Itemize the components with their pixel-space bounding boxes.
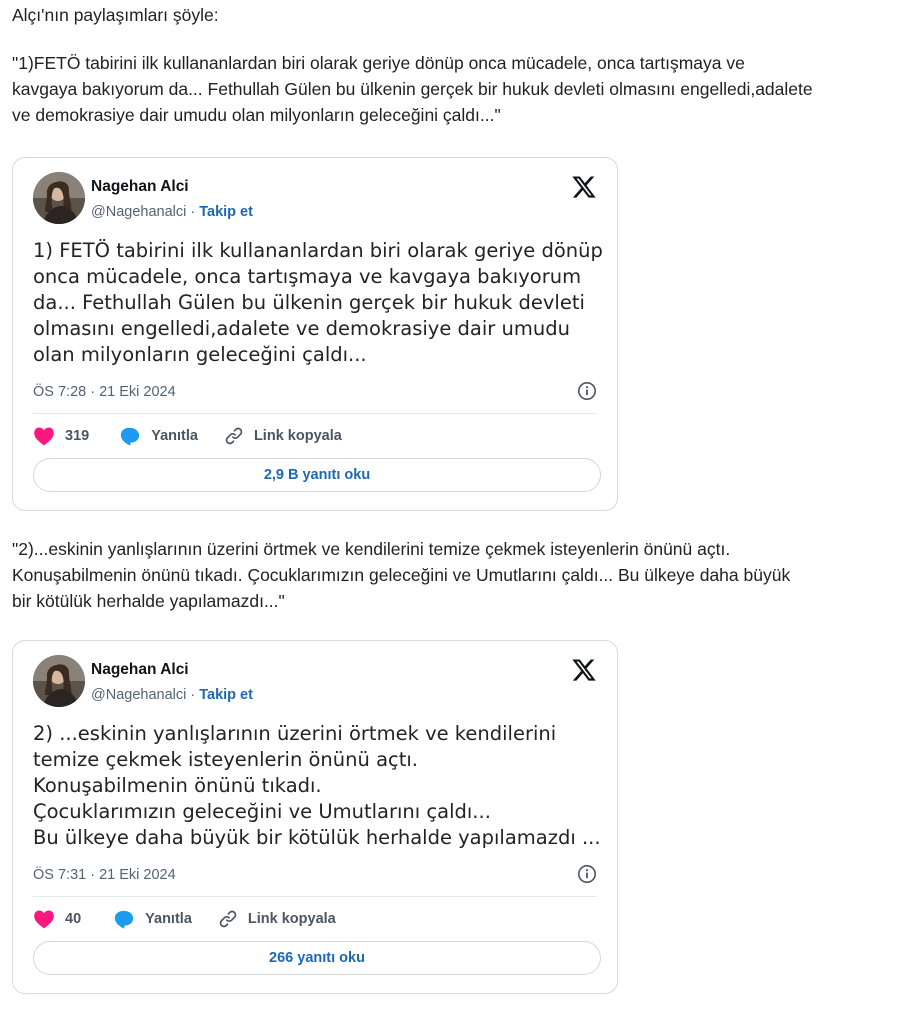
tweet-timestamp[interactable]: ÖS 7:31 · 21 Eki 2024 xyxy=(33,867,176,883)
author-meta xyxy=(91,687,253,703)
link-icon xyxy=(218,909,238,929)
meta-separator: · xyxy=(186,204,200,220)
author-meta xyxy=(91,204,253,220)
tweet-embed-card xyxy=(12,157,618,511)
author-handle[interactable]: @Nagehanalci xyxy=(91,687,187,703)
follow-button[interactable]: Takip et xyxy=(199,687,253,703)
read-replies-button[interactable]: 2,9 B yanıtı oku xyxy=(33,458,601,492)
author-name[interactable]: Nagehan Alci xyxy=(91,178,189,195)
follow-button[interactable]: Takip et xyxy=(199,204,253,220)
copy-link-label: Link kopyala xyxy=(253,428,342,444)
like-count: 319 xyxy=(65,428,90,444)
reply-label: Yanıtla xyxy=(151,428,198,444)
tweet-text: 2) ...eskinin yanlışlarının üzerini örtmek ve kendilerini temize çekmek isteyenlerin önünü açtı. Konuşabilmenin önünü tıkadı. Çocuklarımızın geleceğini ve Umutlarını çaldı... Bu ülkeye daha büyük bir kötülük herhalde yapılamazdı ... xyxy=(33,722,601,849)
speech-bubble-icon xyxy=(113,909,135,930)
tweet-embed-card xyxy=(12,640,618,994)
article-quote-2: "2)...eskinin yanlışlarının üzerini örtmek ve kendilerini temize çekmek isteyenlerin önünü açtı. Konuşabilmenin önünü tıkadı. Çocuklarımızın geleceğini ve Umutlarını çaldı... Bu ülkeye daha büyük bir kötülük herhalde yapılamazdı..." xyxy=(12,539,791,611)
avatar[interactable] xyxy=(33,172,85,224)
read-replies-button[interactable]: 266 yanıtı oku xyxy=(33,941,601,975)
copy-link-button[interactable] xyxy=(224,426,342,446)
like-button[interactable] xyxy=(33,426,89,446)
tweet-header xyxy=(33,655,597,707)
x-logo-icon[interactable] xyxy=(571,174,597,200)
article-intro: Alçı'nın paylaşımları şöyle: xyxy=(12,5,219,25)
avatar[interactable] xyxy=(33,655,85,707)
author-handle[interactable]: @Nagehanalci xyxy=(91,204,187,220)
heart-icon xyxy=(33,426,55,446)
reply-action-button[interactable] xyxy=(119,426,198,447)
meta-separator: · xyxy=(186,687,200,703)
link-icon xyxy=(224,426,244,446)
speech-bubble-icon xyxy=(119,426,141,447)
reply-action-button[interactable] xyxy=(113,909,192,930)
heart-icon xyxy=(33,909,55,929)
tweet-timestamp[interactable]: ÖS 7:28 · 21 Eki 2024 xyxy=(33,384,176,400)
tweet-actions xyxy=(33,907,336,931)
copy-link-label: Link kopyala xyxy=(247,911,336,927)
like-count: 40 xyxy=(65,911,82,927)
like-button[interactable] xyxy=(33,909,81,929)
reply-label: Yanıtla xyxy=(145,911,192,927)
author-name[interactable]: Nagehan Alci xyxy=(91,661,189,678)
divider xyxy=(33,896,597,897)
info-icon[interactable] xyxy=(577,381,597,401)
article-quote-1: "1)FETÖ tabirini ilk kullananlardan biri olarak geriye dönüp onca mücadele, onca tartışmaya ve kavgaya bakıyorum da... Fethullah Gülen bu ülkenin gerçek bir hukuk devleti olmasını engelledi,adalete ve demokrasiye dair umudu olan milyonların geleceğini çaldı..." xyxy=(12,53,813,125)
info-icon[interactable] xyxy=(577,864,597,884)
tweet-header xyxy=(33,172,597,224)
tweet-actions xyxy=(33,424,342,448)
divider xyxy=(33,413,597,414)
copy-link-button[interactable] xyxy=(218,909,336,929)
tweet-text: 1) FETÖ tabirini ilk kullananlardan biri olarak geriye dönüp onca mücadele, onca tartışmaya ve kavgaya bakıyorum da... Fethullah Gülen bu ülkenin gerçek bir hukuk devleti olmasını engelledi,adalete ve demokrasiye dair umudu olan milyonların geleceğini çaldı... xyxy=(33,239,603,366)
x-logo-icon[interactable] xyxy=(571,657,597,683)
